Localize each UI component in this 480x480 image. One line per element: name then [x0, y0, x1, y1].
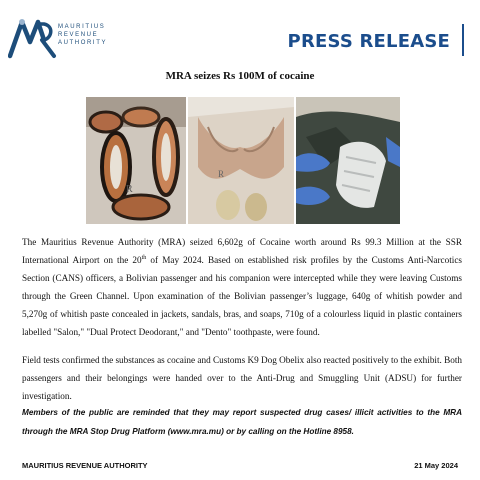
jacket-inspection-photo [296, 97, 400, 224]
logo-wordmark [58, 23, 107, 47]
mra-logo-icon [8, 16, 58, 60]
paragraph-seizure-part1: The Mauritius Revenue Authority (MRA) seized 6,602g of Cocaine worth around Rs 99.3 Million at the SSR International Airport on the 20 [22, 237, 462, 265]
logo-line: MAURITIUS [58, 24, 106, 30]
paragraph-seizure-part2: of May 2024. Based on established risk profiles by the Customs Anti-Narcotics Section (CANS) officers, a Bolivian passenger and his companion were intercepted while they were leaving Customs through the Green Channel. Upon examination of the Bolivian passenger’s luggage, 640g of whitish powder and 5,270g of whitish paste concealed in jackets, sandals, bras, and soaps, 710g of a colourless liquid in plastic containers labelled "Salon," "Dual Protect Deodorant," and "Dento" toothpaste, were found. [22, 255, 462, 337]
public-notice: Members of the public are reminded that they may report suspected drug cases/ illicit activities to the MRA through the MRA Stop Drug Platform (www.mra.mu) or by calling on the Hotline 8958. [22, 408, 462, 436]
ordinal-suffix: th [141, 254, 147, 261]
header-divider [462, 24, 464, 56]
logo-line: AUTHORITY [58, 40, 108, 46]
logo-line: REVENUE [58, 32, 99, 38]
mra-logo [8, 16, 118, 60]
bras-and-soaps-photo [188, 97, 294, 224]
sandals-photo [86, 97, 186, 224]
svg-text:R: R [218, 169, 225, 179]
svg-text:R: R [126, 184, 133, 195]
article-body [22, 233, 462, 415]
press-release-label: PRESS RELEASE [287, 31, 450, 52]
footer-date: 21 May 2024 [414, 461, 458, 470]
photo-strip [86, 97, 400, 224]
footer-organization: MAURITIUS REVENUE AUTHORITY [22, 461, 148, 470]
paragraph-field-tests: Field tests confirmed the substances as cocaine and Customs K9 Dog Obelix also reacted positively to the exhibit. Both passengers and their belongings were handed over to the Anti-Drug and Smuggling Unit (ADSU) for further investigation. [22, 355, 462, 401]
paragraph-seizure [22, 233, 462, 341]
page-title: MRA seizes Rs 100M of cocaine [165, 70, 315, 82]
